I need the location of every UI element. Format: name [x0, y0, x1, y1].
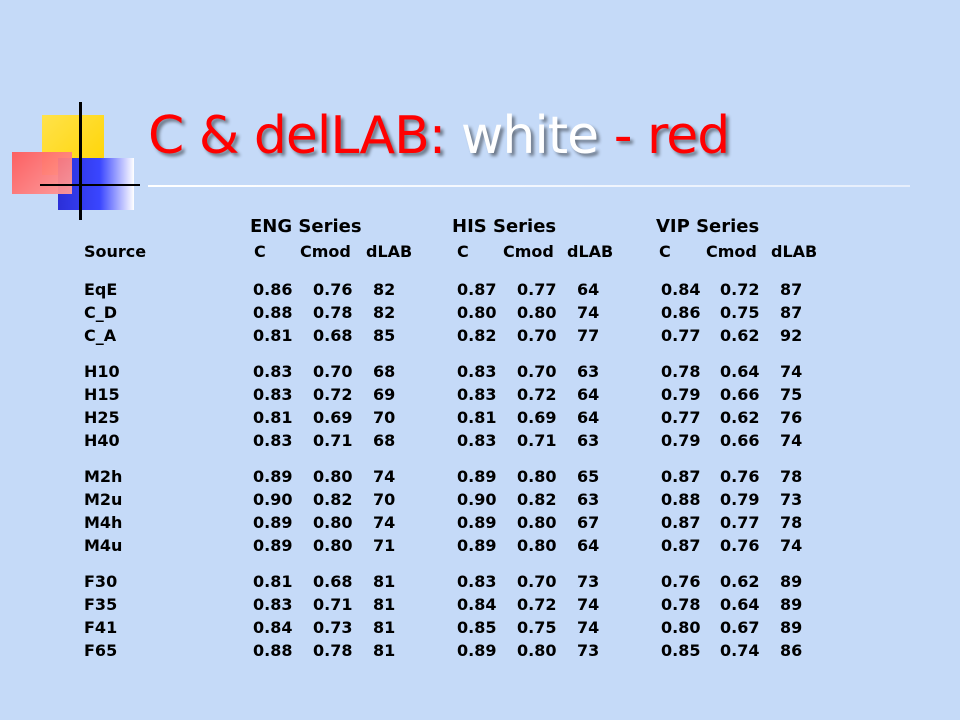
table-cell: 82: [373, 280, 396, 299]
table-cell: 64: [577, 385, 600, 404]
table-cell: 0.82: [313, 490, 353, 509]
table-cell: 65: [577, 467, 600, 486]
table-cell: 0.89: [253, 513, 293, 532]
table-cell: 71: [373, 536, 396, 555]
table-cell: 0.78: [661, 362, 701, 381]
table-cell: 0.76: [661, 572, 701, 591]
table-cell: 0.88: [253, 641, 293, 660]
horizontal-line-shape: [40, 184, 140, 186]
table-cell: 0.67: [720, 618, 760, 637]
title-part-white: white: [460, 106, 599, 166]
table-cell: 0.76: [313, 280, 353, 299]
slide-title: [148, 106, 729, 166]
table-cell: 64: [577, 408, 600, 427]
table-cell: 0.86: [661, 303, 701, 322]
table-cell: 0.83: [253, 431, 293, 450]
table-cell: 73: [577, 572, 600, 591]
column-header-c: C: [457, 242, 469, 261]
table-cell: 0.62: [720, 572, 760, 591]
table-cell: 81: [373, 572, 396, 591]
table-cell: 0.80: [313, 536, 353, 555]
title-underline: [148, 185, 910, 187]
table-cell: 0.70: [313, 362, 353, 381]
table-cell: 0.80: [661, 618, 701, 637]
table-cell: 0.66: [720, 431, 760, 450]
table-cell: 0.72: [720, 280, 760, 299]
table-cell: 0.71: [313, 431, 353, 450]
column-header-cmod: Cmod: [706, 242, 757, 261]
table-cell: 0.89: [253, 536, 293, 555]
table-cell: 74: [780, 362, 803, 381]
table-cell: 0.89: [457, 467, 497, 486]
table-cell: 0.77: [661, 408, 701, 427]
table-cell: 63: [577, 362, 600, 381]
table-cell: 67: [577, 513, 600, 532]
table-cell: 77: [577, 326, 600, 345]
table-cell: 0.69: [517, 408, 557, 427]
table-cell: 0.80: [457, 303, 497, 322]
table-cell: 0.68: [313, 572, 353, 591]
table-cell: 69: [373, 385, 396, 404]
table-cell: 81: [373, 618, 396, 637]
table-cell: 82: [373, 303, 396, 322]
source-column-header: Source: [84, 242, 147, 261]
table-cell: 0.90: [253, 490, 293, 509]
table-cell: 0.72: [313, 385, 353, 404]
row-source-label: F30: [84, 572, 118, 591]
red-square-shape: [12, 152, 72, 194]
title-part-red: red: [646, 106, 730, 166]
table-cell: 76: [780, 408, 803, 427]
table-cell: 0.79: [661, 431, 701, 450]
column-header-cmod: Cmod: [503, 242, 554, 261]
table-cell: 0.83: [253, 362, 293, 381]
row-source-label: F41: [84, 618, 118, 637]
table-cell: 0.64: [720, 595, 760, 614]
table-cell: 0.81: [457, 408, 497, 427]
table-cell: 70: [373, 408, 396, 427]
vertical-line-shape: [79, 102, 82, 220]
table-cell: 0.86: [253, 280, 293, 299]
series-header: ENG Series: [250, 216, 362, 237]
table-cell: 0.82: [457, 326, 497, 345]
row-source-label: M2u: [84, 490, 123, 509]
table-cell: 0.64: [720, 362, 760, 381]
table-cell: 0.81: [253, 572, 293, 591]
slide-logo-decoration: [0, 0, 140, 220]
table-cell: 63: [577, 431, 600, 450]
table-cell: 87: [780, 303, 803, 322]
table-cell: 89: [780, 618, 803, 637]
table-cell: 0.80: [517, 467, 557, 486]
table-cell: 0.83: [457, 572, 497, 591]
table-cell: 86: [780, 641, 803, 660]
table-cell: 89: [780, 572, 803, 591]
table-cell: 64: [577, 280, 600, 299]
table-cell: 85: [373, 326, 396, 345]
row-source-label: M4u: [84, 536, 123, 555]
table-cell: 0.80: [517, 513, 557, 532]
table-cell: 89: [780, 595, 803, 614]
table-cell: 0.78: [313, 303, 353, 322]
table-cell: 0.87: [661, 536, 701, 555]
table-cell: 0.72: [517, 385, 557, 404]
table-cell: 0.79: [661, 385, 701, 404]
table-cell: 0.77: [720, 513, 760, 532]
table-cell: 0.83: [253, 595, 293, 614]
table-cell: 0.62: [720, 326, 760, 345]
table-cell: 0.66: [720, 385, 760, 404]
table-cell: 63: [577, 490, 600, 509]
column-header-dlab: dLAB: [366, 242, 413, 261]
column-header-c: C: [254, 242, 266, 261]
table-cell: 74: [780, 536, 803, 555]
table-cell: 0.84: [457, 595, 497, 614]
column-header-dlab: dLAB: [771, 242, 818, 261]
column-header-c: C: [659, 242, 671, 261]
table-cell: 0.69: [313, 408, 353, 427]
table-cell: 0.80: [517, 303, 557, 322]
table-cell: 0.89: [457, 536, 497, 555]
table-cell: 0.74: [720, 641, 760, 660]
table-cell: 74: [373, 467, 396, 486]
table-cell: 0.71: [313, 595, 353, 614]
table-cell: 74: [373, 513, 396, 532]
series-header: VIP Series: [656, 216, 760, 237]
table-cell: 0.90: [457, 490, 497, 509]
table-cell: 0.87: [457, 280, 497, 299]
table-cell: 78: [780, 467, 803, 486]
table-cell: 0.73: [313, 618, 353, 637]
table-cell: 73: [577, 641, 600, 660]
table-cell: 0.80: [517, 641, 557, 660]
table-cell: 87: [780, 280, 803, 299]
title-separator: -: [613, 106, 632, 166]
table-cell: 0.78: [313, 641, 353, 660]
table-cell: 0.85: [661, 641, 701, 660]
table-cell: 0.68: [313, 326, 353, 345]
table-cell: 0.78: [661, 595, 701, 614]
table-cell: 68: [373, 431, 396, 450]
row-source-label: C_D: [84, 303, 118, 322]
table-cell: 74: [780, 431, 803, 450]
table-cell: 0.77: [661, 326, 701, 345]
row-source-label: H40: [84, 431, 120, 450]
table-cell: 0.75: [720, 303, 760, 322]
table-cell: 74: [577, 618, 600, 637]
table-cell: 0.80: [517, 536, 557, 555]
table-cell: 0.82: [517, 490, 557, 509]
table-cell: 0.83: [253, 385, 293, 404]
row-source-label: EqE: [84, 280, 118, 299]
table-cell: 0.80: [313, 513, 353, 532]
table-cell: 0.76: [720, 467, 760, 486]
row-source-label: M2h: [84, 467, 123, 486]
table-cell: 0.81: [253, 326, 293, 345]
series-header: HIS Series: [452, 216, 557, 237]
table-cell: 81: [373, 641, 396, 660]
table-cell: 0.77: [517, 280, 557, 299]
table-cell: 70: [373, 490, 396, 509]
title-part-c-dellab: C & delLAB:: [148, 106, 446, 166]
column-header-cmod: Cmod: [300, 242, 351, 261]
table-cell: 0.89: [457, 641, 497, 660]
table-cell: 81: [373, 595, 396, 614]
table-cell: 0.89: [253, 467, 293, 486]
table-cell: 0.89: [457, 513, 497, 532]
table-cell: 0.83: [457, 362, 497, 381]
table-cell: 0.84: [661, 280, 701, 299]
table-cell: 73: [780, 490, 803, 509]
table-cell: 0.72: [517, 595, 557, 614]
table-cell: 0.84: [253, 618, 293, 637]
table-cell: 0.70: [517, 572, 557, 591]
table-cell: 0.76: [720, 536, 760, 555]
table-cell: 0.87: [661, 467, 701, 486]
row-source-label: C_A: [84, 326, 117, 345]
table-cell: 0.83: [457, 431, 497, 450]
table-cell: 92: [780, 326, 803, 345]
table-cell: 0.81: [253, 408, 293, 427]
table-cell: 78: [780, 513, 803, 532]
row-source-label: F65: [84, 641, 118, 660]
table-cell: 74: [577, 303, 600, 322]
table-cell: 0.88: [253, 303, 293, 322]
table-cell: 0.70: [517, 362, 557, 381]
table-cell: 0.62: [720, 408, 760, 427]
table-cell: 0.70: [517, 326, 557, 345]
table-cell: 0.79: [720, 490, 760, 509]
table-cell: 74: [577, 595, 600, 614]
table-cell: 68: [373, 362, 396, 381]
table-cell: 0.80: [313, 467, 353, 486]
row-source-label: M4h: [84, 513, 123, 532]
table-cell: 0.83: [457, 385, 497, 404]
table-cell: 0.75: [517, 618, 557, 637]
row-source-label: H25: [84, 408, 120, 427]
table-cell: 64: [577, 536, 600, 555]
table-cell: 75: [780, 385, 803, 404]
row-source-label: F35: [84, 595, 118, 614]
column-header-dlab: dLAB: [567, 242, 614, 261]
row-source-label: H15: [84, 385, 120, 404]
table-cell: 0.87: [661, 513, 701, 532]
table-cell: 0.88: [661, 490, 701, 509]
table-cell: 0.85: [457, 618, 497, 637]
table-cell: 0.71: [517, 431, 557, 450]
row-source-label: H10: [84, 362, 120, 381]
